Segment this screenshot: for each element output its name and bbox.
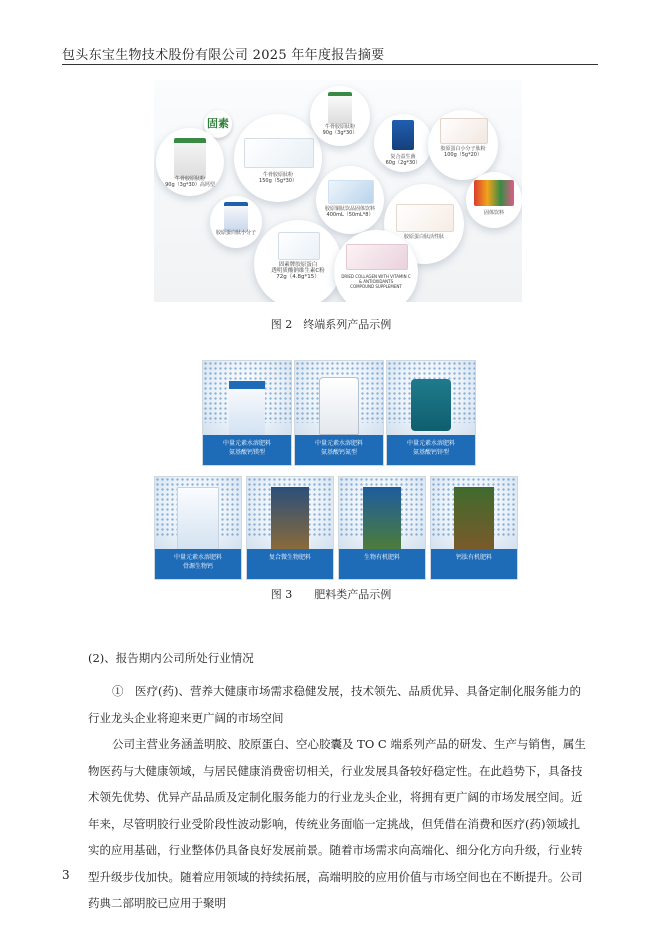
fertilizer-tile	[154, 476, 242, 580]
fertilizer-package	[271, 487, 309, 549]
figure-2-caption: 图 2 终端系列产品示例	[270, 318, 392, 331]
fertilizer-label: 中量元素水溶肥料 氨基酸钙氮型	[295, 435, 383, 465]
fertilizer-label: 中量元素水溶肥料 氨基酸钙锌型	[387, 435, 475, 465]
product-label: 胶原蛋白肽小分子	[215, 230, 256, 236]
fertilizer-package	[411, 379, 451, 431]
product-label: 牛骨胶原肽粉 150g（5g*30）	[259, 172, 297, 184]
product-jar	[224, 202, 248, 232]
figure-terminal-products	[154, 80, 522, 302]
fertilizer-label: 复合微生物肥料	[247, 549, 333, 579]
fertilizer-tile	[430, 476, 518, 580]
product-jar	[174, 138, 206, 179]
page-number: 3	[62, 868, 70, 882]
product-box	[278, 232, 320, 260]
product-box	[346, 244, 408, 270]
fertilizer-label: 中量元素水溶肥料 骨源生物钙	[155, 549, 241, 579]
fertilizer-label: 钙肽有机肥料	[431, 549, 517, 579]
fertilizer-package	[363, 487, 401, 549]
fertilizer-label: 生物有机肥料	[339, 549, 425, 579]
product-bubble	[156, 128, 224, 196]
product-box	[328, 180, 374, 204]
product-label: 固素牌胶原蛋白 透明质酸钠维生素C粉 72g（4.8g*15）	[271, 262, 325, 280]
fertilizer-package	[229, 381, 265, 439]
figure-fertilizer-products	[152, 360, 520, 578]
body-paragraph: 公司主营业务涵盖明胶、胶原蛋白、空心胶囊及 TO C 端系列产品的研发、生产与销售，属生物医药与大健康领域，与居民健康消费密切相关，行业发展具备较好稳定性。在此趋势下，具备技术领先优势、优异产品品质及定制化服务能力的行业龙头企业，将拥有更广阔的市场发展空间。近年来，尽管明胶行业受阶段性波动影响，传统业务面临一定挑战，但凭借在消费和医疗(药)领域扎实的应用基础，行业整体仍具备良好发展前景。随着市场需求向高端化、细分化方向升级，行业转型升级步伐加快。随着应用领域的持续拓展，高端明胶的应用价值与市场空间也在不断提升。公司药典二部明胶已应用于聚明	[88, 737, 586, 910]
fertilizer-tile	[294, 360, 384, 466]
product-jar	[328, 92, 352, 124]
header-rule	[62, 64, 598, 65]
product-box	[474, 180, 514, 206]
product-label: 牛骨胶原肽粉 90g（3g*30）高钙型	[165, 176, 215, 188]
product-bubble	[210, 196, 262, 248]
product-bubble	[374, 114, 432, 172]
product-bubble	[310, 86, 370, 146]
section-heading: (2)、报告期内公司所处行业情况	[88, 651, 254, 665]
product-label: 胶原蛋白肽活性肽	[403, 234, 444, 240]
product-box	[392, 120, 414, 150]
product-label: 复合益生菌 60g（2g*30）	[385, 154, 421, 166]
item-1-heading: ① 医疗(药)、营养大健康市场需求稳健发展，技术领先、品质优异、具备定制化服务能力的行业龙头企业将迎来更广阔的市场空间	[88, 684, 581, 725]
fertilizer-package	[454, 487, 494, 549]
fertilizer-package	[177, 487, 219, 551]
fertilizer-tile	[338, 476, 426, 580]
product-box	[440, 118, 488, 144]
fertilizer-tile	[202, 360, 292, 466]
fertilizer-label: 中量元素水溶肥料 氨基酸钙镁型	[203, 435, 291, 465]
brand-mark: 固素	[204, 110, 232, 138]
product-label: DRIED COLLAGEN WITH VITAMIN C & ANTIOXIDANTS COMPOUND SUPPLEMENT	[341, 274, 411, 289]
product-label: 固体饮料	[483, 210, 504, 216]
page-header: 包头东宝生物技术股份有限公司 2025 年年度报告摘要	[62, 48, 385, 63]
product-bubble	[466, 172, 522, 228]
product-bubble	[316, 166, 384, 234]
fertilizer-tile	[246, 476, 334, 580]
product-label: 胶原铜肽饮品固体饮料 400mL（50mL*8）	[324, 206, 375, 218]
product-bubble	[234, 114, 322, 202]
product-box	[396, 204, 454, 232]
product-bubble	[428, 110, 498, 180]
product-box	[244, 138, 314, 168]
product-bubble	[254, 220, 342, 302]
fertilizer-package	[319, 377, 359, 435]
fertilizer-tile	[386, 360, 476, 466]
product-label: 牛骨胶原肽粉 90g（3g*30）	[322, 124, 358, 136]
figure-3-caption: 图 3 肥料类产品示例	[270, 588, 392, 601]
product-label: 胶原蛋白小分子肽粉 100g（5g*20）	[440, 146, 486, 158]
